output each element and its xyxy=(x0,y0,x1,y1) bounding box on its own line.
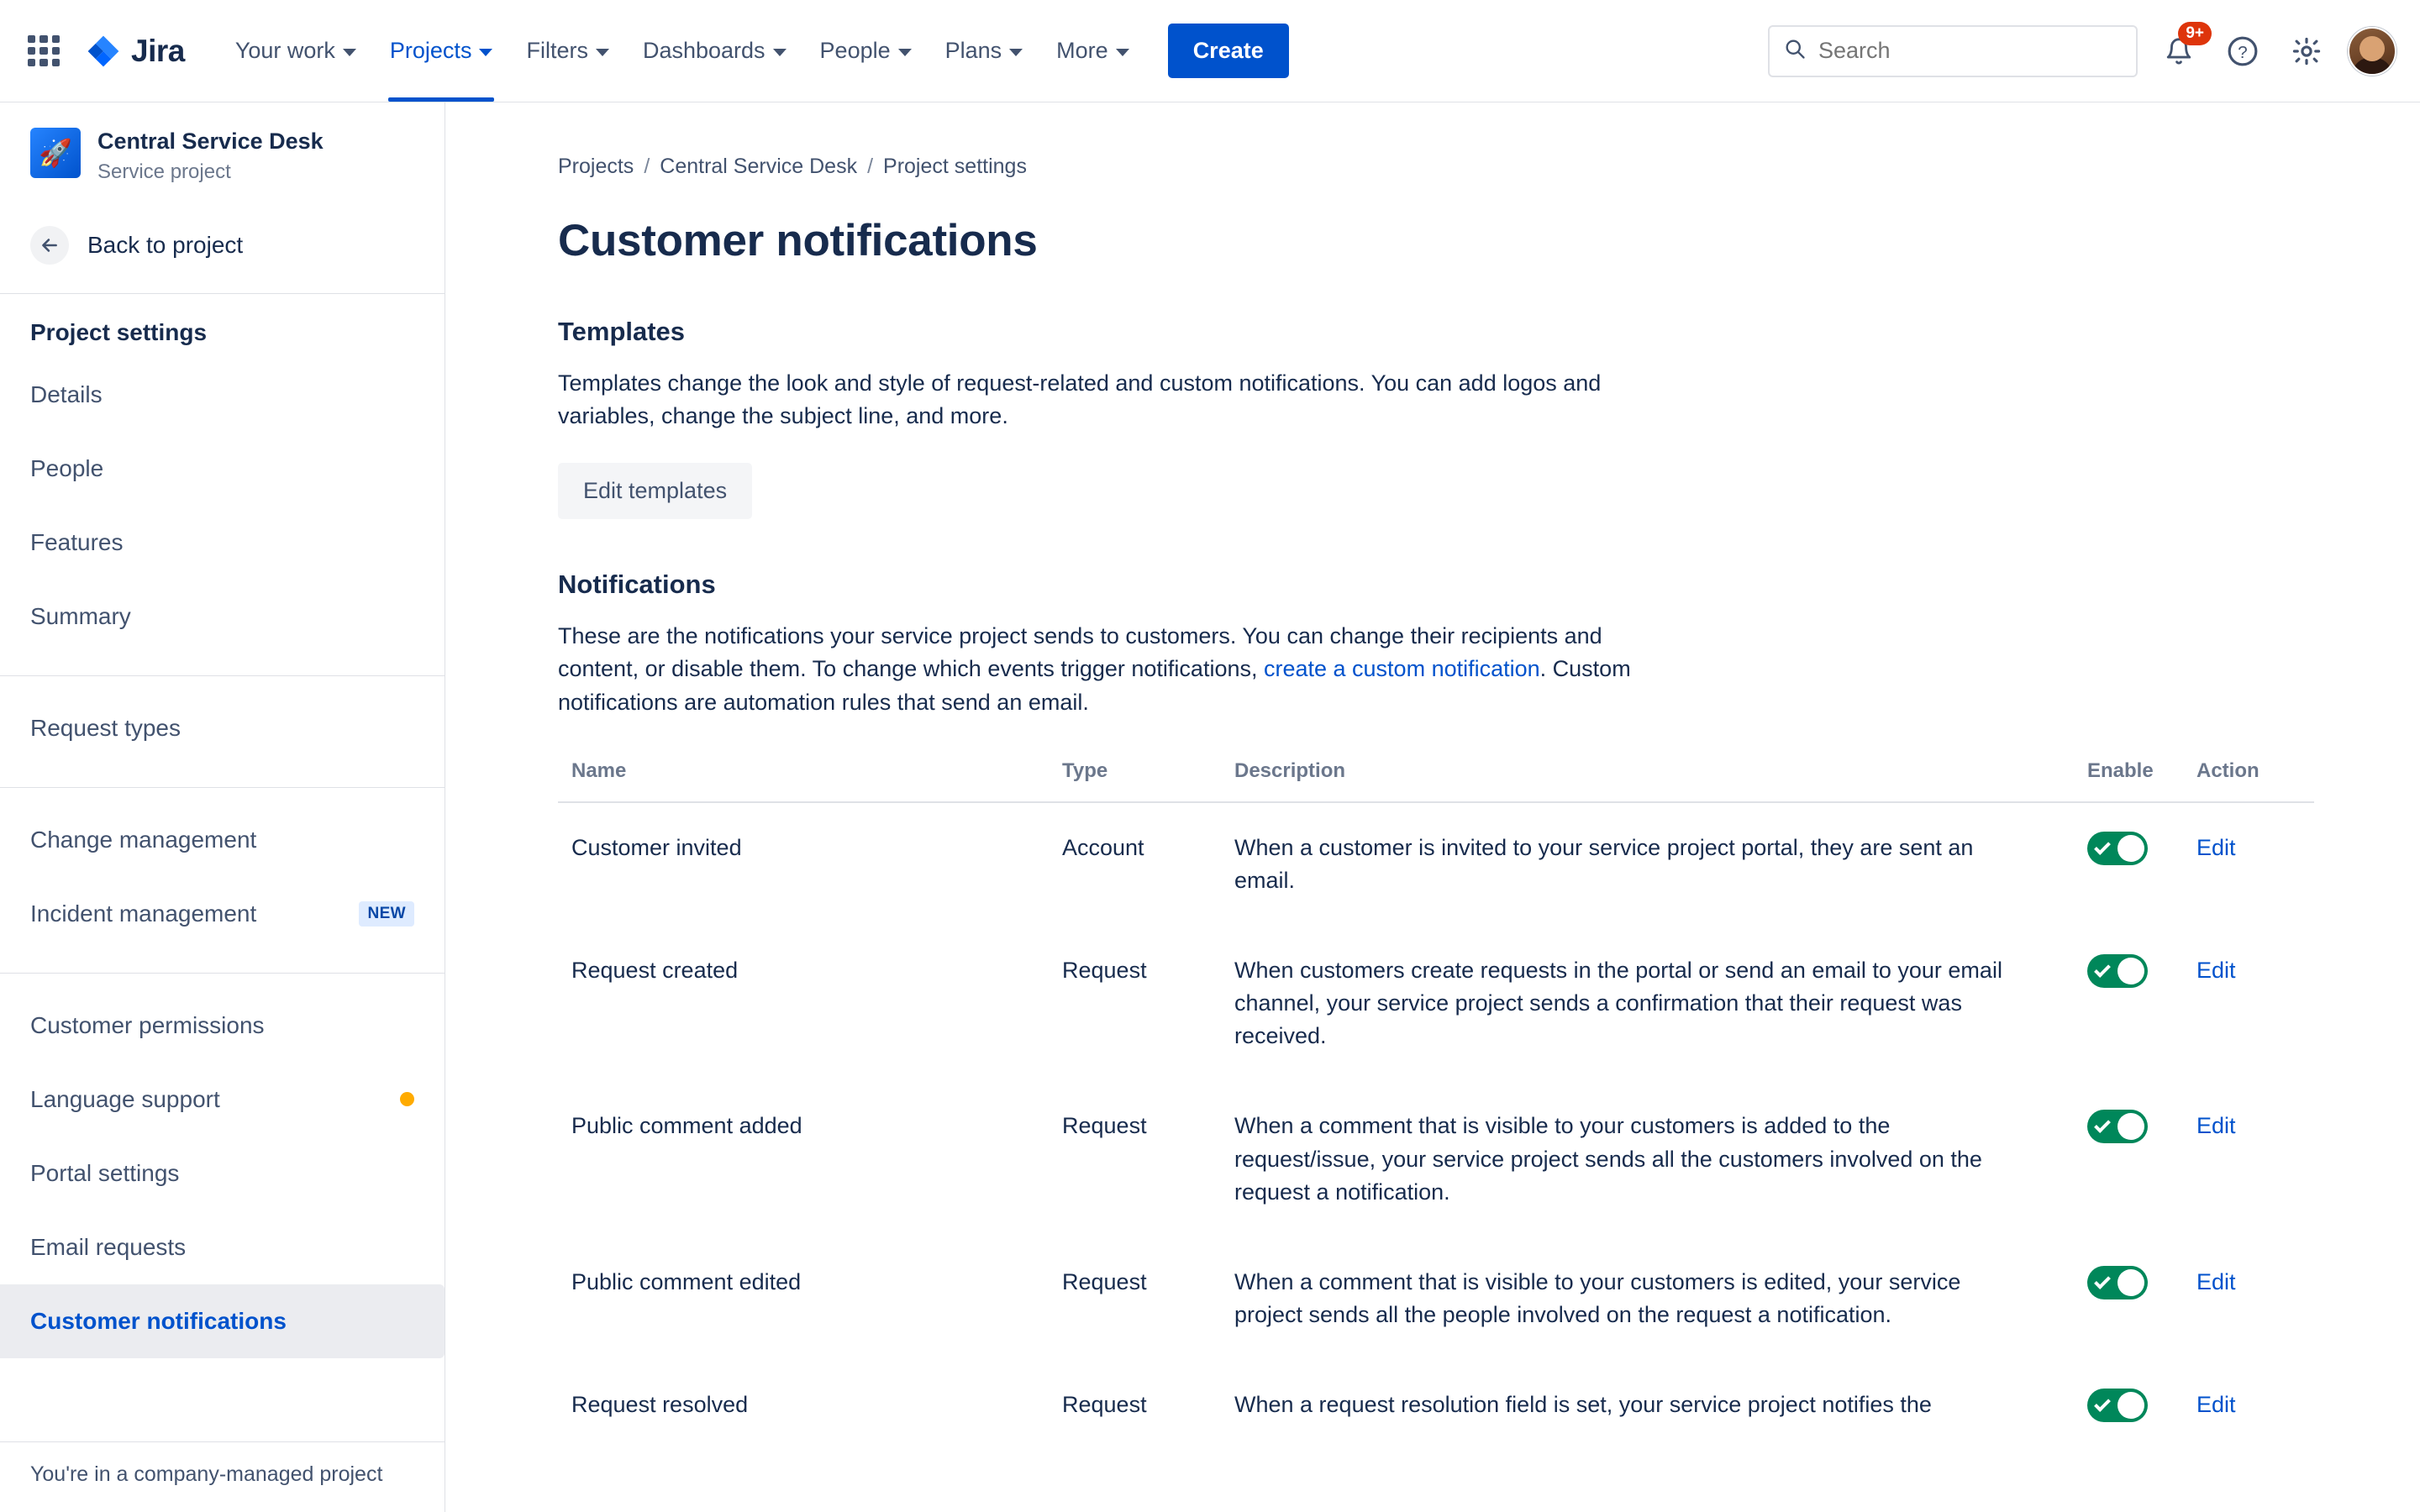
row-type: Request xyxy=(1062,1392,1147,1418)
main-content xyxy=(445,102,2420,1512)
avatar[interactable] xyxy=(2348,27,2396,76)
sidebar-item-label: Summary xyxy=(30,602,131,629)
notifications-description-part1: These are the notifications your service project sends to customers. You can change their recipients and content, or disable them. To change which events trigger notifications, xyxy=(558,623,1602,682)
row-action-cell xyxy=(2196,1237,2314,1360)
sidebar-item-label: Customer permissions xyxy=(30,1011,265,1038)
notifications-description xyxy=(558,620,1676,718)
row-action-cell xyxy=(2196,1081,2314,1236)
column-header-description: Description xyxy=(1234,759,2087,802)
row-description: When a comment that is visible to your customers is edited, your service project sends all the people involved on the request a notification. xyxy=(1234,1268,1961,1327)
edit-link[interactable]: Edit xyxy=(2196,1392,2236,1418)
row-name: Request resolved xyxy=(571,1392,749,1418)
row-name: Request created xyxy=(571,957,739,983)
row-name: Customer invited xyxy=(571,834,742,860)
templates-heading: Templates xyxy=(558,317,686,346)
table-header-row xyxy=(558,759,2314,802)
sidebar-item-portal-settings[interactable] xyxy=(0,1137,445,1210)
sidebar-section-title: Project settings xyxy=(30,318,208,345)
row-description: When a customer is invited to your service project portal, they are sent an email. xyxy=(1234,834,1974,893)
arrow-left-icon xyxy=(30,226,69,265)
row-enable-cell xyxy=(2087,802,2196,926)
nav-label: Dashboards xyxy=(642,38,765,63)
row-enable-cell xyxy=(2087,1360,2196,1460)
sidebar-item-features[interactable] xyxy=(0,506,445,580)
nav-item-your-work[interactable] xyxy=(218,0,373,102)
sidebar-item-label: Request types xyxy=(30,714,181,741)
table-row xyxy=(558,802,2314,926)
sidebar-item-customer-notifications[interactable] xyxy=(0,1284,445,1358)
row-description: When customers create requests in the portal or send an email to your email channel, your service project sends a confirmation that their request was received. xyxy=(1234,957,2002,1049)
edit-link[interactable]: Edit xyxy=(2196,834,2236,860)
column-header-name: Name xyxy=(558,759,1062,802)
row-enable-cell xyxy=(2087,926,2196,1081)
row-name: Public comment edited xyxy=(571,1268,802,1294)
help-icon[interactable] xyxy=(2220,29,2265,74)
notifications-heading: Notifications xyxy=(558,570,716,600)
edit-templates-button[interactable]: Edit templates xyxy=(558,463,752,519)
rocket-icon: 🚀 xyxy=(30,128,81,178)
page-title: Customer notifications xyxy=(558,216,1038,265)
nav-label: Plans xyxy=(944,38,1002,63)
nav-label: Projects xyxy=(389,38,472,63)
back-to-project-button[interactable] xyxy=(0,219,445,271)
breadcrumb-separator: / xyxy=(644,155,650,178)
notifications-table xyxy=(558,759,2314,1461)
status-dot-icon xyxy=(400,1092,414,1106)
sidebar-item-label: Features xyxy=(30,528,124,555)
sidebar-footer: You're in a company-managed project xyxy=(0,1441,445,1512)
status-badge: NEW xyxy=(359,901,414,927)
jira-wordmark: Jira xyxy=(131,33,185,68)
chevron-down-icon xyxy=(479,49,492,56)
nav-label: More xyxy=(1056,38,1108,63)
settings-icon[interactable] xyxy=(2284,29,2329,74)
project-type: Service project xyxy=(97,160,231,183)
back-to-project-label: Back to project xyxy=(87,231,244,258)
breadcrumb-central-service-desk[interactable]: Central Service Desk xyxy=(660,155,858,178)
chevron-down-icon xyxy=(1009,49,1023,56)
chevron-down-icon xyxy=(773,49,786,56)
row-enable-cell xyxy=(2087,1081,2196,1236)
sidebar-item-label: Incident management xyxy=(30,900,257,927)
column-header-action: Action xyxy=(2196,759,2314,802)
breadcrumb xyxy=(558,155,2420,179)
column-header-type: Type xyxy=(1062,759,1234,802)
sidebar-item-label: Portal settings xyxy=(30,1159,180,1186)
table-row xyxy=(558,1237,2314,1360)
sidebar-item-request-types[interactable] xyxy=(0,691,445,765)
sidebar-item-incident-management[interactable] xyxy=(0,877,445,951)
grid-icon[interactable] xyxy=(20,28,67,75)
create-custom-notification-link[interactable]: create a custom notification xyxy=(1263,656,1540,682)
create-button[interactable]: Create xyxy=(1168,24,1289,78)
nav-item-dashboards[interactable] xyxy=(626,0,803,102)
table-row xyxy=(558,926,2314,1081)
nav-item-projects[interactable] xyxy=(373,0,510,102)
sidebar-item-email-requests[interactable] xyxy=(0,1210,445,1284)
search-input[interactable] xyxy=(1818,38,2123,64)
enable-toggle[interactable] xyxy=(2087,832,2148,865)
sidebar-item-label: People xyxy=(30,454,104,481)
templates-description: Templates change the look and style of request-related and custom notifications. You can add logos and variables, change the subject line, and more. xyxy=(558,370,1602,429)
sidebar-item-label: Email requests xyxy=(30,1233,187,1260)
row-type: Request xyxy=(1062,1113,1147,1139)
row-action-cell xyxy=(2196,926,2314,1081)
row-name: Public comment added xyxy=(571,1113,802,1139)
sidebar-item-label: Details xyxy=(30,381,103,407)
enable-toggle[interactable] xyxy=(2087,1389,2148,1422)
edit-link[interactable]: Edit xyxy=(2196,1268,2236,1294)
search-box[interactable] xyxy=(1768,25,2138,77)
svg-text:?: ? xyxy=(2238,42,2248,62)
row-action-cell xyxy=(2196,802,2314,926)
nav-item-more[interactable] xyxy=(1039,0,1146,102)
row-type: Request xyxy=(1062,957,1147,983)
sidebar-item-change-management[interactable] xyxy=(0,803,445,877)
row-type: Request xyxy=(1062,1268,1147,1294)
sidebar-item-details[interactable] xyxy=(0,358,445,432)
nav-label: Filters xyxy=(526,38,588,63)
sidebar-item-label: Customer notifications xyxy=(30,1307,287,1334)
nav-item-filters[interactable] xyxy=(509,0,626,102)
jira-mark-icon xyxy=(86,34,121,69)
breadcrumb-project-settings[interactable]: Project settings xyxy=(883,155,1027,178)
sidebar-item-people[interactable] xyxy=(0,432,445,506)
top-navigation xyxy=(0,0,2420,102)
notifications-description-part2: . Custom notifications are automation rules that send an email. xyxy=(558,656,1631,715)
enable-toggle[interactable] xyxy=(2087,954,2148,988)
notifications-icon[interactable] xyxy=(2156,24,2204,74)
chevron-down-icon xyxy=(596,49,609,56)
project-sidebar xyxy=(0,102,445,1512)
project-header[interactable] xyxy=(0,128,445,184)
sidebar-item-summary[interactable] xyxy=(0,580,445,654)
row-enable-cell xyxy=(2087,1237,2196,1360)
edit-link[interactable]: Edit xyxy=(2196,1113,2236,1139)
row-description: When a request resolution field is set, your service project notifies the xyxy=(1234,1392,1932,1418)
table-row xyxy=(558,1081,2314,1236)
nav-label: Your work xyxy=(234,38,335,63)
top-nav-items xyxy=(218,0,1289,102)
search-icon xyxy=(1783,37,1807,65)
sidebar-item-label: Change management xyxy=(30,826,257,853)
sidebar-item-language-support[interactable] xyxy=(0,1063,445,1137)
row-type: Account xyxy=(1062,834,1144,860)
enable-toggle[interactable] xyxy=(2087,1110,2148,1143)
sidebar-item-label: Language support xyxy=(30,1085,220,1112)
sidebar-item-customer-permissions[interactable] xyxy=(0,989,445,1063)
project-name: Central Service Desk xyxy=(97,129,324,154)
notification-badge: 9+ xyxy=(2178,22,2212,46)
table-row xyxy=(558,1360,2314,1460)
column-header-enable: Enable xyxy=(2087,759,2196,802)
chevron-down-icon xyxy=(343,49,356,56)
nav-label: People xyxy=(819,38,891,63)
enable-toggle[interactable] xyxy=(2087,1266,2148,1299)
nav-item-people[interactable] xyxy=(803,0,929,102)
chevron-down-icon xyxy=(898,49,912,56)
row-action-cell xyxy=(2196,1360,2314,1460)
nav-item-plans[interactable] xyxy=(929,0,1040,102)
edit-link[interactable]: Edit xyxy=(2196,957,2236,983)
top-nav-right xyxy=(1768,25,2396,77)
jira-logo[interactable] xyxy=(86,34,185,69)
chevron-down-icon xyxy=(1116,49,1129,56)
breadcrumb-projects[interactable]: Projects xyxy=(558,155,634,178)
row-description: When a comment that is visible to your customers is added to the request/issue, your service project sends all the customers involved on the request a notification. xyxy=(1234,1113,1982,1205)
breadcrumb-separator: / xyxy=(867,155,874,178)
